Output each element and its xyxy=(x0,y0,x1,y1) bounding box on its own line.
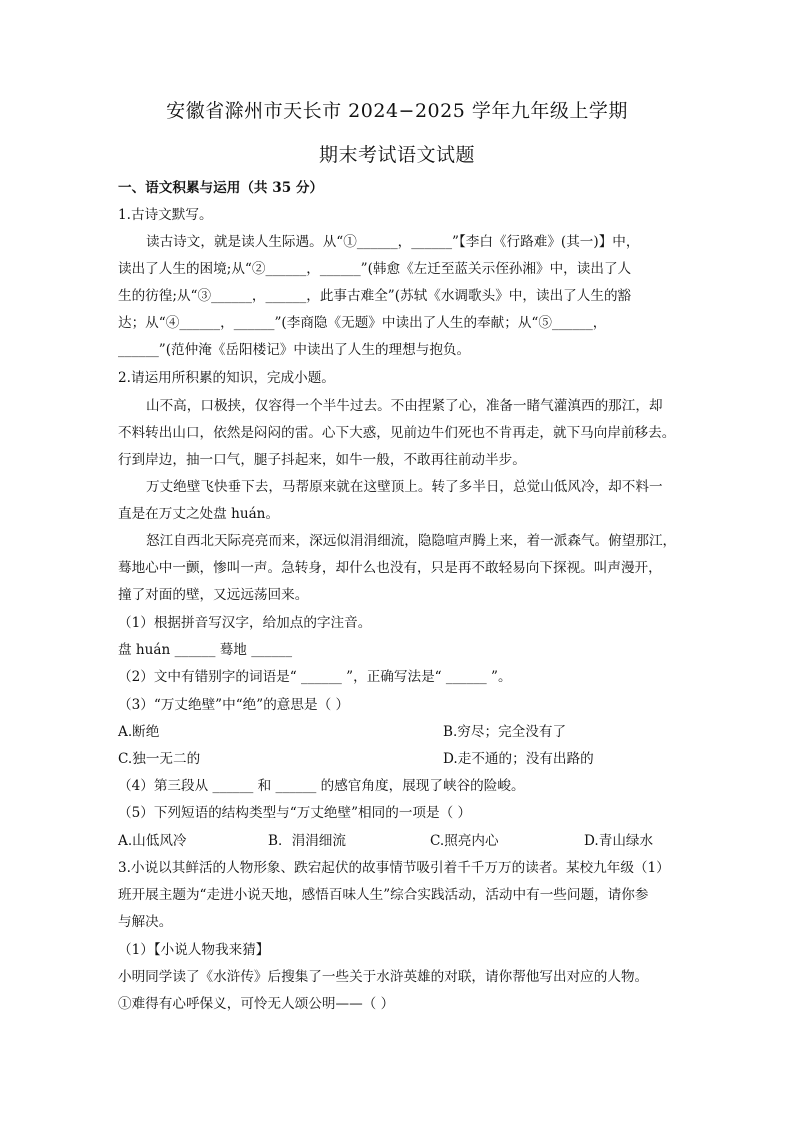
question-3-line: 与解决。 xyxy=(118,914,173,930)
q1-text-line: 读古诗文，就是读人生际遇。从“①______，______”【李白《行路难》(其一)】中， xyxy=(146,234,640,250)
passage-line: 撞了对面的壁，又远远荡回来。 xyxy=(118,587,309,603)
q3-option-c: C.独一无二的 xyxy=(118,751,201,767)
q1-text-line: 生的彷徨;从“③______，______，此事古难全”(苏轼《水调歌头》中，读出了人生的豁 xyxy=(118,288,632,304)
q3-option-a: A.断绝 xyxy=(118,724,160,740)
title-line-1: 安徽省滁州市天长市 2024−2025 学年九年级上学期 xyxy=(166,100,628,122)
subquestion-4: （4）第三段从 ______ 和 ______ 的感官角度，展现了峡谷的险峻。 xyxy=(118,778,525,794)
passage-line: 蓦地心中一颤，惨叫一声。急转身，却什么也没有，只是再不敢轻易向下探视。叫声漫开， xyxy=(118,560,662,576)
q5-option-a: A.山低风冷 xyxy=(118,833,187,849)
q5-option-d: D.青山绿水 xyxy=(584,833,654,849)
q3-option-b: B.穷尽；完全没有了 xyxy=(443,724,567,740)
subquestion-3: （3）“万丈绝壁”中“绝”的意思是（ ） xyxy=(118,697,350,713)
passage-line: 万丈绝壁飞快垂下去，马帮原来就在这壁顶上。转了多半日，总觉山低风冷，却不料一 xyxy=(146,479,663,495)
question-3-sub-1-text: 小明同学读了《水浒传》后搜集了一些关于水浒英雄的对联，请你帮他写出对应的人物。 xyxy=(118,969,649,985)
passage-line: 不料转出山口，依然是闷闷的雷。心下大惑，见前边牛们死也不肯再走，就下马向岸前移去。 xyxy=(118,425,676,441)
q5-option-c: C.照亮内心 xyxy=(430,833,499,849)
passage-line: 直是在万丈之处盘 huán。 xyxy=(118,506,280,522)
q1-text-line: 读出了人生的困境;从“②______，______”(韩愈《左迁至蓝关示侄孙湘》中，读出了人 xyxy=(118,261,632,277)
q1-text-line: 达；从“④______，______”(李商隐《无题》中读出了人生的奉献；从“⑤______， xyxy=(118,315,607,331)
passage-line: 行到岸边，抽一口气，腿子抖起来，如牛一般，不敢再往前动半步。 xyxy=(118,452,526,468)
subquestion-2: （2）文中有错别字的词语是“ ______ ”，正确写法是“ ______ ”。 xyxy=(118,669,512,685)
passage-line: 怒江自西北天际亮亮而来，深远似涓涓细流，隐隐喧声腾上来，着一派森气。俯望那江， xyxy=(146,533,677,549)
question-3-couplet-1: ①难得有心呼保义，可怜无人颂公明——（ ） xyxy=(118,996,395,1012)
title-line-2: 期末考试语文试题 xyxy=(318,144,475,166)
question-3-line: 3.小说以其鲜活的人物形象、跌宕起伏的故事情节吸引着千千万万的读者。某校九年级（1） xyxy=(118,860,670,876)
subquestion-1: （1）根据拼音写汉字，给加点的字注音。 xyxy=(118,615,372,631)
q1-text-line: ______”(范仲淹《岳阳楼记》中读出了人生的理想与抱负。 xyxy=(118,342,471,358)
question-2-heading: 2.请运用所积累的知识，完成小题。 xyxy=(118,370,335,386)
subquestion-1-blanks: 盘 huán ______ 蓦地 ______ xyxy=(118,642,292,658)
question-3-line: 班开展主题为“走进小说天地，感悟百味人生”综合实践活动，活动中有一些问题，请你参 xyxy=(118,887,649,903)
section-heading: 一、语文积累与运用（共 35 分） xyxy=(118,180,324,196)
question-1-heading: 1.古诗文默写。 xyxy=(118,207,213,223)
passage-line: 山不高，口极挟，仅容得一个半牛过去。不由捏紧了心，准备一睹气灌滇西的那江，却 xyxy=(146,398,663,414)
question-3-sub-1-heading: （1）【小说人物我来猜】 xyxy=(118,942,270,958)
subquestion-5: （5）下列短语的结构类型与“万丈绝壁”相同的一项是（ ） xyxy=(118,805,472,821)
q5-option-b: B．涓涓细流 xyxy=(268,833,346,849)
q3-option-d: D.走不通的；没有出路的 xyxy=(443,751,594,767)
